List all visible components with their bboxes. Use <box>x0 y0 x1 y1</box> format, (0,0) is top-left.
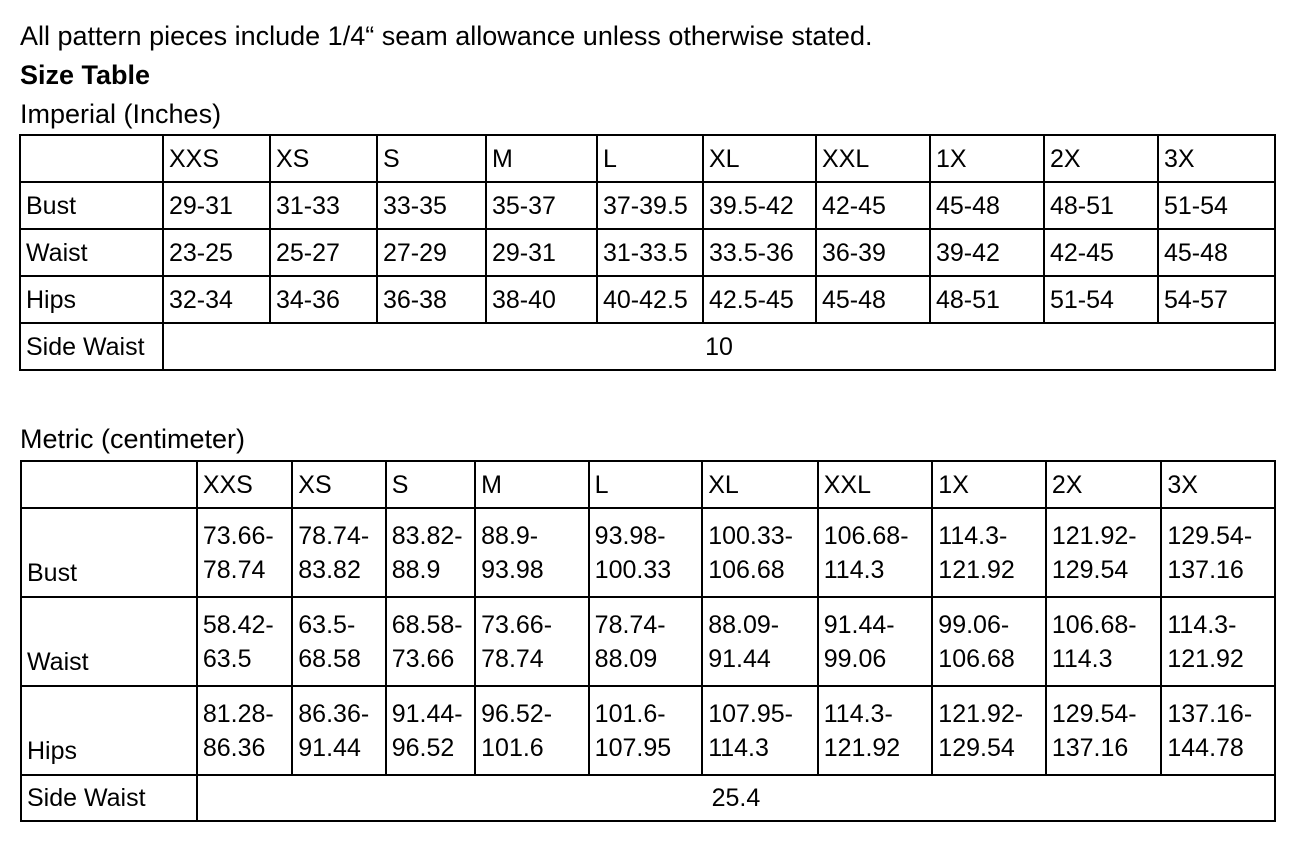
measurement-value: 36-39 <box>816 229 930 276</box>
measurement-value <box>197 508 292 597</box>
value-line: 121.92 <box>938 555 1015 584</box>
measurement-value <box>475 686 589 775</box>
value-line: 83.82- <box>391 521 463 550</box>
measurement-value <box>1161 597 1275 686</box>
value-line: 106.68- <box>1051 610 1137 639</box>
measurement-value <box>818 508 933 597</box>
value-line: 73.66 <box>391 644 455 673</box>
size-table-heading: Size Table <box>20 60 151 90</box>
size-header: XXS <box>197 461 292 508</box>
measurement-value: 37-39.5 <box>597 182 703 229</box>
measurement-value <box>1046 686 1162 775</box>
value-line: 88.9- <box>481 521 539 550</box>
measurement-label: Waist <box>21 597 197 686</box>
value-line: 107.95 <box>594 733 672 762</box>
value-line: 68.58 <box>298 644 361 673</box>
table-row <box>20 182 1275 229</box>
table-row <box>20 229 1275 276</box>
measurement-value <box>1161 508 1275 597</box>
value-line: 88.9 <box>391 555 441 584</box>
value-line: 91.44- <box>391 699 463 728</box>
value-line: 86.36- <box>298 699 370 728</box>
value-line: 129.54- <box>1167 521 1253 550</box>
value-line: 106.68- <box>823 521 909 550</box>
value-line: 63.5 <box>202 644 252 673</box>
size-header: 1X <box>932 461 1046 508</box>
measurement-value <box>386 597 475 686</box>
measurement-value: 42-45 <box>816 182 930 229</box>
size-header: XS <box>292 461 385 508</box>
value-line: 96.52- <box>481 699 553 728</box>
size-header: S <box>377 135 486 182</box>
size-header: 3X <box>1161 461 1275 508</box>
value-line: 114.3 <box>823 555 885 584</box>
metric-size-table <box>20 460 1276 822</box>
value-line: 129.54 <box>1051 555 1129 584</box>
size-header: M <box>475 461 589 508</box>
measurement-value: 35-37 <box>486 182 597 229</box>
table-row <box>21 686 1275 775</box>
corner-cell <box>20 135 163 182</box>
value-line: 63.5- <box>298 610 356 639</box>
value-line: 58.42- <box>202 610 274 639</box>
value-line: 106.68 <box>708 555 785 584</box>
measurement-value: 42.5-45 <box>703 276 816 323</box>
value-line: 96.52 <box>391 733 455 762</box>
size-header: XS <box>270 135 377 182</box>
side-waist-label: Side Waist <box>20 323 163 370</box>
value-line: 78.74- <box>298 521 370 550</box>
measurement-value: 31-33.5 <box>597 229 703 276</box>
value-line: 86.36 <box>202 733 266 762</box>
value-line: 121.92 <box>823 733 901 762</box>
imperial-size-table <box>19 134 1276 371</box>
measurement-value <box>197 686 292 775</box>
value-line: 114.3 <box>1051 644 1113 673</box>
side-waist-row <box>20 323 1275 370</box>
measurement-value <box>475 597 589 686</box>
measurement-label: Bust <box>20 182 163 229</box>
measurement-value: 39.5-42 <box>703 182 816 229</box>
measurement-value: 48-51 <box>930 276 1044 323</box>
measurement-value: 29-31 <box>163 182 270 229</box>
measurement-label: Hips <box>21 686 197 775</box>
size-header: 2X <box>1046 461 1162 508</box>
side-waist-label: Side Waist <box>21 775 197 821</box>
measurement-label: Bust <box>21 508 197 597</box>
measurement-value <box>292 508 385 597</box>
measurement-value <box>702 597 818 686</box>
measurement-value <box>932 508 1046 597</box>
measurement-value: 33-35 <box>377 182 486 229</box>
value-line: 73.66- <box>202 521 274 550</box>
side-waist-value: 10 <box>163 323 1275 370</box>
measurement-value <box>292 597 385 686</box>
measurement-value: 38-40 <box>486 276 597 323</box>
measurement-value: 42-45 <box>1044 229 1158 276</box>
value-line: 78.74 <box>481 644 544 673</box>
value-line: 137.16- <box>1167 699 1253 728</box>
value-line: 68.58- <box>391 610 463 639</box>
value-line: 121.92 <box>1167 644 1244 673</box>
measurement-value <box>818 597 933 686</box>
size-header: XXL <box>818 461 933 508</box>
imperial-table-label: Imperial (Inches) <box>20 99 222 129</box>
measurement-value <box>475 508 589 597</box>
size-header: L <box>597 135 703 182</box>
value-line: 93.98 <box>481 555 544 584</box>
corner-cell <box>21 461 197 508</box>
value-line: 100.33 <box>594 555 672 584</box>
measurement-value: 45-48 <box>1158 229 1275 276</box>
measurement-value: 27-29 <box>377 229 486 276</box>
value-line: 137.16 <box>1051 733 1129 762</box>
measurement-value <box>818 686 933 775</box>
table-row <box>20 276 1275 323</box>
value-line: 93.98- <box>594 521 666 550</box>
table-row <box>21 508 1275 597</box>
measurement-value <box>932 597 1046 686</box>
value-line: 99.06- <box>938 610 1010 639</box>
measurement-value: 29-31 <box>486 229 597 276</box>
value-line: 114.3 <box>708 733 769 762</box>
value-line: 129.54 <box>938 733 1015 762</box>
size-header: XXL <box>816 135 930 182</box>
value-line: 78.74- <box>594 610 666 639</box>
measurement-value: 32-34 <box>163 276 270 323</box>
measurement-value: 48-51 <box>1044 182 1158 229</box>
measurement-value <box>702 508 818 597</box>
measurement-value <box>197 597 292 686</box>
value-line: 114.3- <box>938 521 1008 550</box>
measurement-value: 51-54 <box>1044 276 1158 323</box>
measurement-value <box>589 686 703 775</box>
measurement-value <box>589 508 703 597</box>
measurement-value: 39-42 <box>930 229 1044 276</box>
value-line: 91.44 <box>708 644 771 673</box>
measurement-label: Hips <box>20 276 163 323</box>
metric-header-row <box>21 461 1275 508</box>
measurement-value: 33.5-36 <box>703 229 816 276</box>
value-line: 100.33- <box>708 521 793 550</box>
measurement-value <box>386 508 475 597</box>
value-line: 107.95- <box>708 699 793 728</box>
side-waist-row <box>21 775 1275 821</box>
measurement-value <box>1046 508 1162 597</box>
measurement-label: Waist <box>20 229 163 276</box>
side-waist-value: 25.4 <box>197 775 1275 821</box>
measurement-value: 40-42.5 <box>597 276 703 323</box>
measurement-value: 25-27 <box>270 229 377 276</box>
measurement-value: 45-48 <box>930 182 1044 229</box>
measurement-value: 54-57 <box>1158 276 1275 323</box>
intro-text: All pattern pieces include 1/4“ seam allowance unless otherwise stated. <box>20 21 873 51</box>
value-line: 114.3- <box>1167 610 1237 639</box>
value-line: 144.78 <box>1167 733 1244 762</box>
size-header: M <box>486 135 597 182</box>
measurement-value <box>932 686 1046 775</box>
value-line: 83.82 <box>298 555 361 584</box>
size-header: 1X <box>930 135 1044 182</box>
size-header: XL <box>703 135 816 182</box>
measurement-value <box>386 686 475 775</box>
measurement-value <box>1046 597 1162 686</box>
measurement-value: 45-48 <box>816 276 930 323</box>
size-header: 2X <box>1044 135 1158 182</box>
measurement-value <box>702 686 818 775</box>
value-line: 101.6 <box>481 733 544 762</box>
measurement-value: 51-54 <box>1158 182 1275 229</box>
value-line: 121.92- <box>1051 521 1137 550</box>
value-line: 99.06 <box>823 644 887 673</box>
value-line: 106.68 <box>938 644 1015 673</box>
value-line: 101.6- <box>594 699 666 728</box>
size-header: XXS <box>163 135 270 182</box>
value-line: 88.09- <box>708 610 780 639</box>
measurement-value: 34-36 <box>270 276 377 323</box>
value-line: 88.09 <box>594 644 658 673</box>
value-line: 73.66- <box>481 610 553 639</box>
metric-table-label: Metric (centimeter) <box>20 424 246 454</box>
value-line: 129.54- <box>1051 699 1137 728</box>
value-line: 121.92- <box>938 699 1024 728</box>
size-header: L <box>589 461 703 508</box>
value-line: 91.44 <box>298 733 361 762</box>
measurement-value <box>589 597 703 686</box>
value-line: 78.74 <box>202 555 266 584</box>
measurement-value: 23-25 <box>163 229 270 276</box>
measurement-value <box>292 686 385 775</box>
table-row <box>21 597 1275 686</box>
measurement-value: 36-38 <box>377 276 486 323</box>
imperial-header-row <box>20 135 1275 182</box>
value-line: 91.44- <box>823 610 895 639</box>
measurement-value <box>1161 686 1275 775</box>
size-header: S <box>386 461 475 508</box>
value-line: 81.28- <box>202 699 274 728</box>
value-line: 137.16 <box>1167 555 1244 584</box>
measurement-value: 31-33 <box>270 182 377 229</box>
size-header: 3X <box>1158 135 1275 182</box>
size-header: XL <box>702 461 818 508</box>
value-line: 114.3- <box>823 699 893 728</box>
